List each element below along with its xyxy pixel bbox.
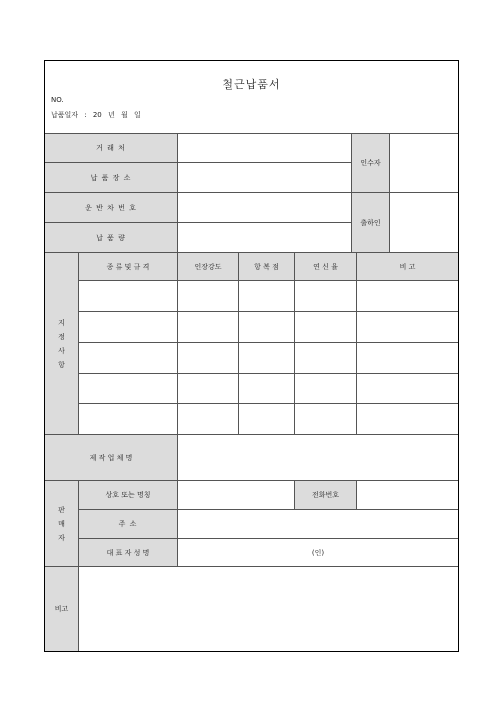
spec-cell[interactable] <box>357 312 458 343</box>
spec-cell[interactable] <box>79 343 178 374</box>
label-shipper: 출하인 <box>352 193 390 253</box>
document-number-label: NO. <box>51 96 64 104</box>
label-seller: 판매자 <box>45 481 79 567</box>
label-address: 주 소 <box>79 510 178 539</box>
spec-cell[interactable] <box>295 374 357 404</box>
label-phone-number: 전화번호 <box>295 481 357 510</box>
spec-cell[interactable] <box>239 404 295 435</box>
label-client: 거 래 처 <box>45 134 178 163</box>
spec-cell[interactable] <box>178 374 239 404</box>
spec-cell[interactable] <box>239 281 295 312</box>
field-client[interactable] <box>178 134 352 163</box>
spec-cell[interactable] <box>357 404 458 435</box>
spec-cell[interactable] <box>239 312 295 343</box>
label-company-name: 상호 또는 명칭 <box>79 481 178 510</box>
spec-cell[interactable] <box>79 404 178 435</box>
spec-cell[interactable] <box>295 281 357 312</box>
seal-mark: (인) <box>311 548 325 557</box>
field-delivery-location[interactable] <box>178 163 352 193</box>
field-company-name[interactable] <box>178 481 295 510</box>
spec-cell[interactable] <box>295 343 357 374</box>
spec-cell[interactable] <box>239 343 295 374</box>
spec-cell[interactable] <box>79 312 178 343</box>
spec-cell[interactable] <box>357 281 458 312</box>
spec-cell[interactable] <box>178 281 239 312</box>
spec-cell[interactable] <box>178 343 239 374</box>
field-remarks[interactable] <box>79 567 458 651</box>
field-representative[interactable] <box>178 539 458 567</box>
label-delivery-location: 납 품 장 소 <box>45 163 178 193</box>
field-address[interactable] <box>178 510 458 539</box>
spec-cell[interactable] <box>357 343 458 374</box>
label-representative: 대 표 자 성 명 <box>79 539 178 567</box>
col-yield-point: 항 복 점 <box>239 253 295 281</box>
field-receiver[interactable] <box>390 134 458 193</box>
label-vehicle-number: 운 반 차 번 호 <box>45 193 178 223</box>
spec-cell[interactable] <box>295 404 357 435</box>
spec-cell[interactable] <box>357 374 458 404</box>
field-shipper[interactable] <box>390 193 458 253</box>
label-remarks: 비고 <box>45 567 79 651</box>
field-manufacturer[interactable] <box>178 435 458 481</box>
label-specifications: 지정사항 <box>45 253 79 435</box>
field-quantity[interactable] <box>178 223 352 253</box>
col-tensile-strength: 인장강도 <box>178 253 239 281</box>
spec-cell[interactable] <box>239 374 295 404</box>
spec-cell[interactable] <box>178 312 239 343</box>
spec-cell[interactable] <box>295 312 357 343</box>
spec-cell[interactable] <box>79 374 178 404</box>
form-title: 철근납품서 <box>222 78 281 91</box>
label-manufacturer: 제 작 업 체 명 <box>45 435 178 481</box>
col-type-spec: 종 류 및 규 격 <box>79 253 178 281</box>
delivery-date-line: 납품일자 : 20 년 월 일 <box>51 111 141 119</box>
label-receiver: 인수자 <box>352 134 390 193</box>
spec-cell[interactable] <box>178 404 239 435</box>
delivery-form <box>44 60 459 652</box>
field-vehicle-number[interactable] <box>178 193 352 223</box>
label-quantity: 납 품 량 <box>45 223 178 253</box>
col-elongation: 연 신 율 <box>295 253 357 281</box>
field-phone-number[interactable] <box>357 481 458 510</box>
spec-cell[interactable] <box>79 281 178 312</box>
col-remarks: 비 고 <box>357 253 458 281</box>
